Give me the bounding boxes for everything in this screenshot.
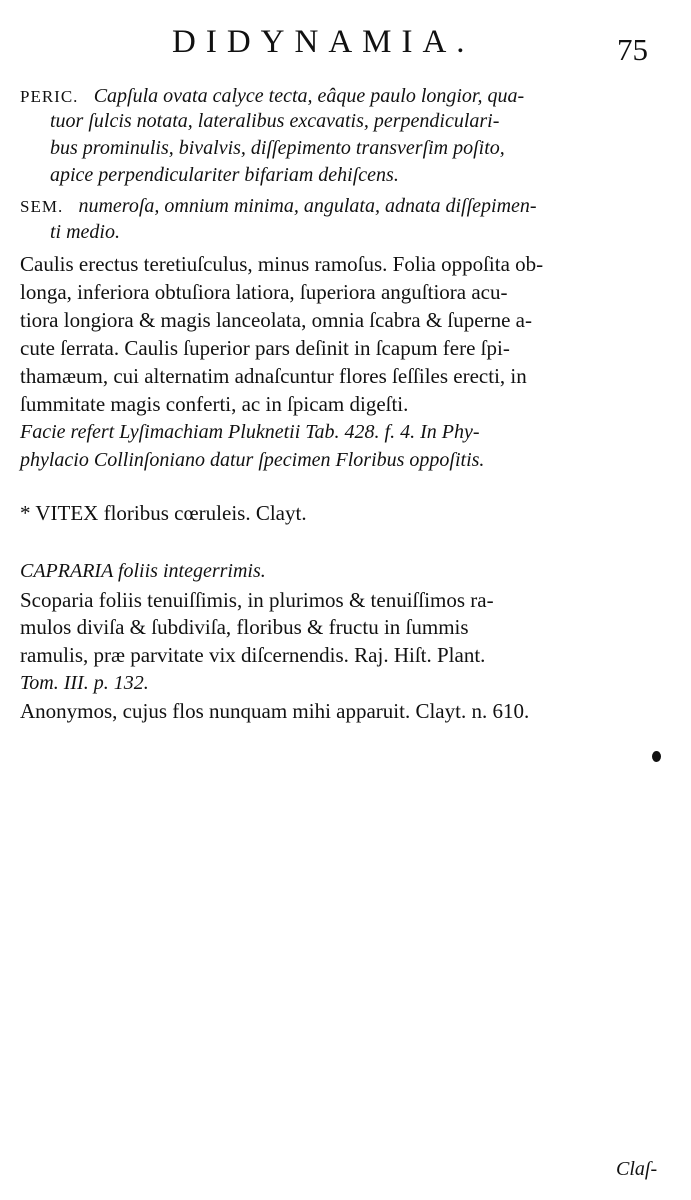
text-line: Scoparia foliis tenuiſſimis, in plurimos & tenuiſſimos ra- xyxy=(20,588,494,612)
text-line: bus prominulis, bivalvis, diſſepimento transverſim poſito, xyxy=(50,137,505,159)
line-text: Capſula ovata calyce tecta, eâque paulo longior, qua- xyxy=(93,85,525,107)
text-line: Tom. III. p. 132. xyxy=(20,672,149,694)
text-line-pericarpium xyxy=(20,82,524,110)
running-head: DIDYNAMIA. xyxy=(172,24,475,60)
text-line: cute ſerrata. Caulis ſuperior pars deſinit in ſcapum fere ſpi- xyxy=(20,336,510,360)
text-line: ti medio. xyxy=(50,221,120,243)
text-line: phylacio Collinſoniano datur ſpecimen Floribus oppoſitis. xyxy=(20,449,485,471)
catchword: Claſ- xyxy=(616,1158,658,1180)
line-label-peric: PERIC. xyxy=(20,87,79,106)
text-line: longa, inferiora obtuſiora latiora, ſuperiora anguſtiora acu- xyxy=(20,280,508,304)
text-line: ſummitate magis conferti, ac in ſpicam digeſti. xyxy=(20,392,409,416)
line-text: numeroſa, omnium minima, angulata, adnata diſſepimen- xyxy=(78,195,537,217)
text-line: apice perpendiculariter bifariam dehiſcens. xyxy=(50,164,399,186)
text-line: thamæum, cui alternatim adnaſcuntur flores ſeſſiles erecti, in xyxy=(20,364,527,388)
text-line: mulos diviſa & ſubdiviſa, floribus & fructu in ſummis xyxy=(20,615,469,639)
text-line: Anonymos, cujus flos nunquam mihi apparuit. Clayt. n. 610. xyxy=(20,699,530,723)
text-line: tuor ſulcis notata, lateralibus excavatis, perpendiculari- xyxy=(50,110,500,132)
line-label-sem: SEM. xyxy=(20,197,64,216)
text-line: tiora longiora & magis lanceolata, omnia ſcabra & ſuperne a- xyxy=(20,308,532,332)
ink-spot xyxy=(652,751,661,762)
text-line-semina xyxy=(20,192,537,220)
page-number: 75 xyxy=(617,32,648,67)
text-line: Caulis erectus teretiuſculus, minus ramoſus. Folia oppoſita ob- xyxy=(20,252,544,276)
entry-capraria: CAPRARIA foliis integerrimis. xyxy=(20,560,266,582)
text-line: ramulis, præ parvitate vix diſcernendis. Raj. Hiſt. Plant. xyxy=(20,643,486,667)
text-line: Facie refert Lyſimachiam Pluknetii Tab. 428. f. 4. In Phy- xyxy=(20,421,480,443)
entry-vitex: * VITEX floribus cœruleis. Clayt. xyxy=(20,501,307,525)
